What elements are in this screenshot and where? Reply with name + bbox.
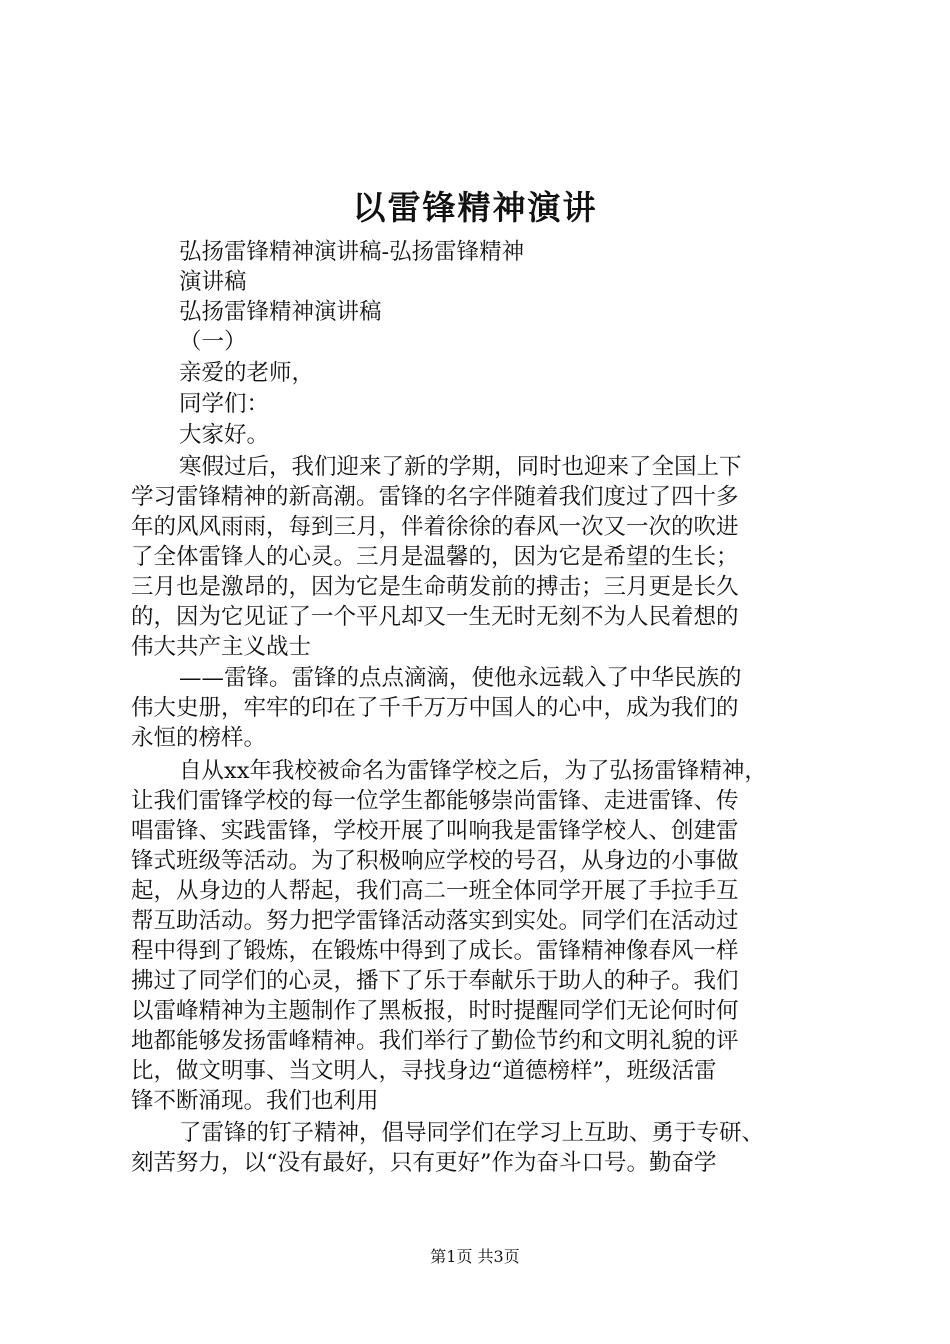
text-line: 让我们雷锋学校的每一位学生都能够崇尚雷锋、走进雷锋、传 [131,788,739,814]
text-line: 演讲稿 [179,269,247,295]
text-line: 同学们： [179,391,270,417]
text-line: 寒假过后，我们迎来了新的学期，同时也迎来了全国上下 [179,454,742,480]
text-line: 起，从身边的人帮起，我们高二一班全体同学开展了手拉手互 [131,878,739,904]
text-line: 唱雷锋、实践雷锋，学校开展了叫响我是雷锋学校人、创建雷 [131,818,739,844]
text-line: 刻苦努力，以“没有最好，只有更好”作为奋斗口号。勤奋学 [131,1150,717,1176]
text-line: 弘扬雷锋精神演讲稿 [179,299,382,325]
text-line: 永恒的榜样。 [131,725,267,751]
page-footer: 第1页 共3页 [430,1247,520,1266]
text-line: ——雷锋。雷锋的点点滴滴，使他永远载入了中华民族的 [179,665,742,691]
text-line: 伟大共产主义战士 [131,634,312,660]
text-line: 锋不断涌现。我们也利用 [131,1088,379,1114]
text-line: 了全体雷锋人的心灵。三月是温馨的，因为它是希望的生长； [131,544,739,570]
text-line: 了雷锋的钉子精神，倡导同学们在学习上互助、勇于专研、 [179,1120,765,1146]
text-line: 地都能够发扬雷峰精神。我们举行了勤俭节约和文明礼貌的评 [131,1028,739,1054]
text-line: 比，做文明事、当文明人，寻找身边“道德榜样”，班级活雷 [131,1058,717,1084]
text-line: 的，因为它见证了一个平凡却又一生无时无刻不为人民着想的 [131,604,739,630]
text-line: （一） [179,329,247,355]
text-line: 伟大史册，牢牢的印在了千千万万中国人的心中，成为我们的 [131,695,739,721]
text-line: 学习雷锋精神的新高潮。雷锋的名字伴随着我们度过了四十多 [131,484,739,510]
text-line: 以雷峰精神为主题制作了黑板报，时时提醒同学们无论何时何 [131,998,739,1024]
text-line: 程中得到了锻炼，在锻炼中得到了成长。雷锋精神像春风一样 [131,938,739,964]
text-line: 弘扬雷锋精神演讲稿-弘扬雷锋精神 [179,239,525,265]
text-line: 亲爱的老师， [179,360,315,386]
text-line: 自从xx年我校被命名为雷锋学校之后，为了弘扬雷锋精神， [179,758,767,784]
text-line: 三月也是激昂的，因为它是生命萌发前的搏击；三月更是长久 [131,574,739,600]
text-line: 年的风风雨雨，每到三月，伴着徐徐的春风一次又一次的吹进 [131,514,739,540]
text-line: 大家好。 [179,422,270,448]
document-title: 以雷锋精神演讲 [352,188,598,227]
text-line: 锋式班级等活动。为了积极响应学校的号召，从身边的小事做 [131,848,739,874]
text-line: 帮互助活动。努力把学雷锋活动落实到实处。同学们在活动过 [131,908,739,934]
text-line: 拂过了同学们的心灵，播下了乐于奉献乐于助人的种子。我们 [131,968,739,994]
